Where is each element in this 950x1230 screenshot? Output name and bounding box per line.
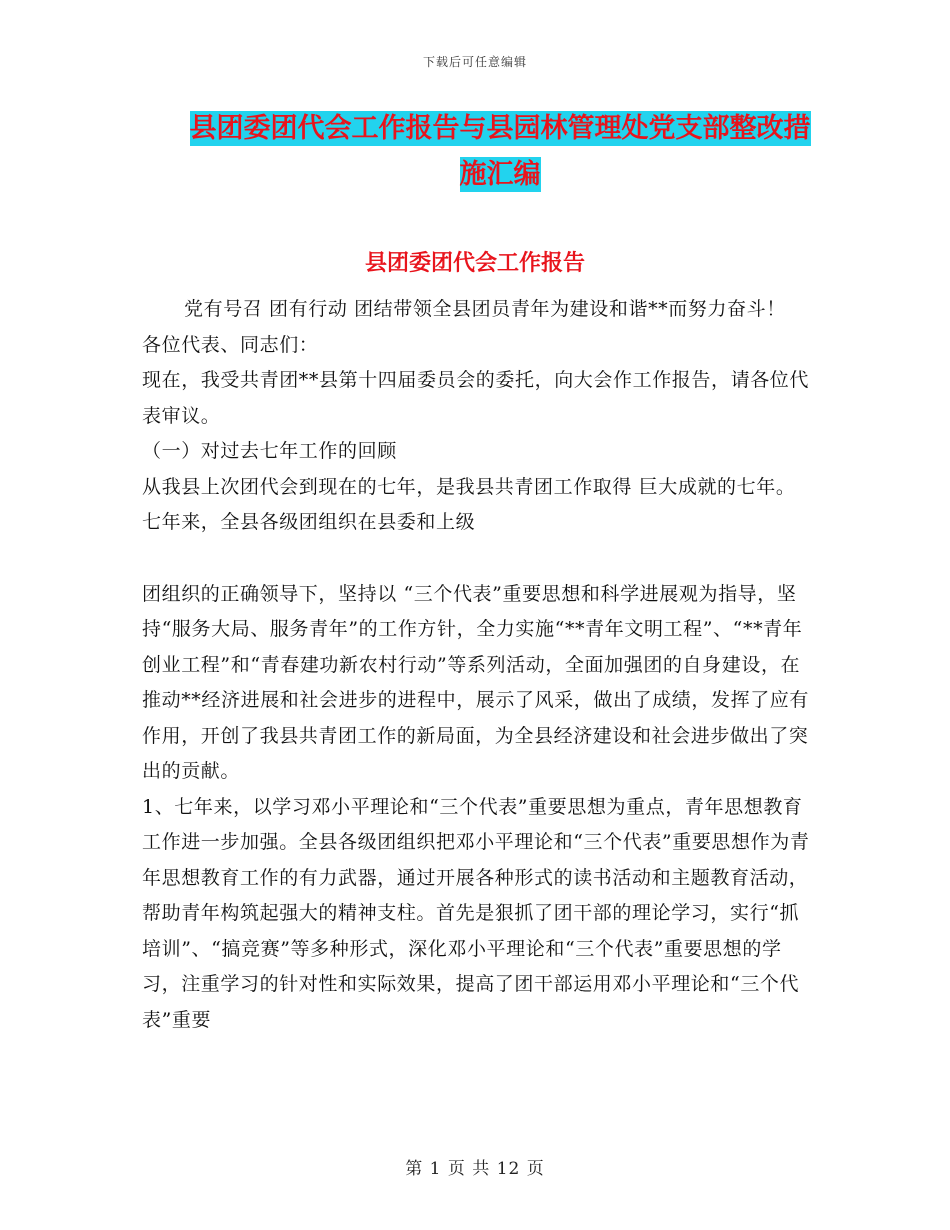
page-number-footer: 第 1 页 共 12 页 [405, 1159, 545, 1179]
body-paragraph-heading-review: （一）对过去七年工作的回顾 [142, 440, 397, 462]
body-paragraph-point-1: 1、七年来，以学习邓小平理论和“三个代表”重要思想为重点，青年思想教育工作进一步加强。全县各级团组织把邓小平理论和“三个代表”重要思想作为青年思想教育工作的有力武器，通过开展各种形式的读书活动和主题教育活动，帮助青年构筑起强大的精神支柱。首先是狠抓了团干部的理论学习，实行“抓培训”、“搞竞赛”等多种形式，深化邓小平理论和“三个代表”重要思想的学习，注重学习的针对性和实际效果，提高了团干部运用邓小平理论和“三个代表”重要 [142, 795, 810, 1031]
body-paragraph-intro: 现在，我受共青团**县第十四届委员会的委托，向大会作工作报告，请各位代表审议。 [142, 369, 810, 427]
body-paragraph-slogan: 党有号召 团有行动 团结带领全县团员青年为建设和谐**而努力奋斗！ [184, 298, 786, 320]
document-body [142, 292, 812, 1038]
title-line-2 [150, 152, 850, 198]
section-title: 县团委团代会工作报告 [364, 251, 585, 276]
document-title [150, 106, 850, 198]
title-highlight-1: 县团委团代会工作报告与县园林管理处党支部整改措 [189, 113, 811, 144]
body-paragraph-salutation: 各位代表、同志们： [142, 333, 319, 356]
title-line-1 [150, 106, 850, 152]
body-paragraph-review-continued: 团组织的正确领导下，坚持以 “三个代表”重要思想和科学进展观为指导，坚持“服务大局、服务青年”的工作方针，全力实施“**青年文明工程”、“**青年创业工程”和“青春建功新农村行动”等系列活动，全面加强团的自身建设，在推动**经济进展和社会进步的进程中，展示了风采，做出了成绩，发挥了应有作用，开创了我县共青团工作的新局面，为全县经济建设和社会进步做出了突出的贡献。 [142, 582, 810, 782]
title-highlight-2: 施汇编 [459, 159, 541, 190]
header-note: 下载后可任意编辑 [422, 55, 527, 69]
body-paragraph-review-start: 从我县上次团代会到现在的七年，是我县共青团工作取得 巨大成就的七年。七年来，全县各级团组织在县委和上级 [142, 475, 796, 533]
